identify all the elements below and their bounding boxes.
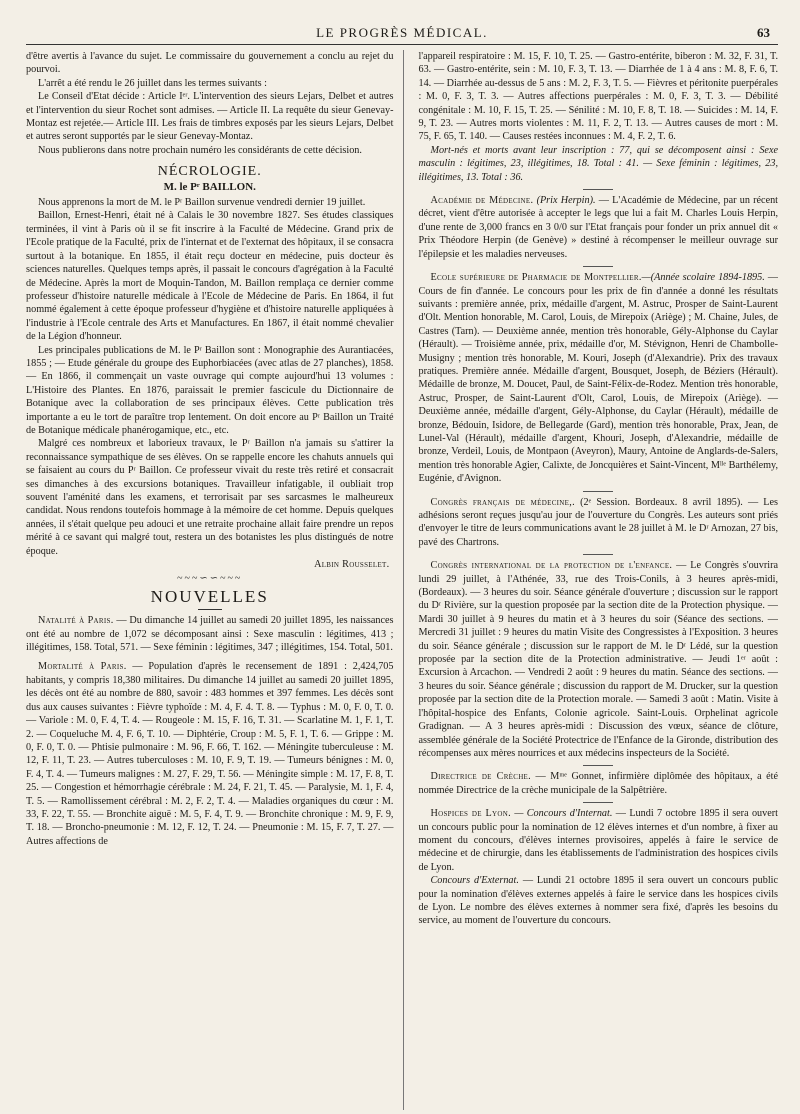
necrology-heading: NÉCROLOGIE.	[157, 164, 262, 180]
news-item-text: — L'Académie de Médecine, par un récent décret, vient d'être autorisée à accepter le legs que lui a fait M. Charles Louis Herpin, d'une rente de 3,000 francs en 3 0/0 sur l'Etat français pour fonder un prix annuel dit « Prix Théodore Herpin (de Genève) » destiné à récompenser le meilleur ouvrage sur l'épilepsie et les maladies nerveuses.	[418, 195, 778, 260]
news-item	[26, 614, 393, 654]
obituary-name: M. le Pʳ BAILLON.	[163, 180, 256, 193]
news-item-text: — Mᵐᵉ Gonnet, infirmière diplômée des hôpitaux, a été nommée Directrice de la crèche municipale de la Salpêtrière.	[418, 771, 778, 796]
intro-paragraph: Nous publierons dans notre prochain numéro les considérants de cette décision.	[38, 144, 362, 156]
news-item-text: — Lundi 21 octobre 1895 il sera ouvert un concours public pour la nomination d'élèves externes appelés à faire le service dans les hospices civils de Lyon. Le nombre des élèves externes à nommer sera fixé, d'après les besoins du service, au moment de l'ouverture du concours.	[418, 875, 778, 927]
news-item-text: — Lundi 7 octobre 1895 il sera ouvert un concours public pour la nomination de 12 élèves internes et d'un nombre, à fixer au moment du concours, d'élèves internes provisoires, appelés à faire le service de médecine et de chirurgie, dans les établissements de l'administration des hospices civils de Lyon.	[418, 808, 778, 873]
news-item	[418, 194, 778, 261]
news-item-title: Congrès international de la protection de l'enfance.	[430, 560, 673, 572]
news-item-subtitle: (Prix Herpin).	[536, 195, 596, 207]
left-column	[26, 50, 404, 1110]
ornamental-rule: ~~~∽∽~~~	[177, 573, 243, 585]
news-item	[26, 660, 393, 848]
obituary-signature: Albin Rousselet.	[314, 559, 390, 571]
text-columns	[26, 50, 778, 1110]
stillbirths-paragraph: Mort-nés et morts avant leur inscription : 77, qui se décomposent ainsi : Sexe masculin : légitimes, 23, illégitimes, 18. Total : 41. — Sexe féminin : légitimes, 23, illégitimes, 13. Total : 36.	[418, 144, 778, 183]
news-heading: NOUVELLES	[150, 586, 269, 606]
mortality-continuation: l'appareil respiratoire : M. 15, F. 10, T. 25. — Gastro-entérite, biberon : M. 32, F. 31, T. 63. — Gastro-entérite, sein : M. 10, F. 3, T. 13. — Diarrhée de 1 à 4 ans : M. 8, F. 6, T. 14. — Diarrhée au-dessus de 5 ans : M. 2, F. 3, T. 5. — Fièvres et péritonite puerpérales : M. 0, F. 3, T. 3. — Autres affections puerpérales : M. 0, F. 3, T. 3. — Débilité congénitale : M. 10, F. 15, T. 25. — Sénilité : M. 10, F. 8, T. 18. — Suicides : M. 14, F. 9, T. 23. — Autres morts violentes : M. 11, F. 2, T. 13. — Autres causes de mort : M. 75, F. 65, T. 140. — Causes restées inconnues : M. 4, F. 2, T. 6.	[418, 51, 778, 143]
news-item-text: — Du dimanche 14 juillet au samedi 20 juillet 1895, les naissances ont été au nombre de 1,072 se décomposant ainsi : Sexe masculin : légitimes, 413 ; illégitimes, 158. Total, 571. — Sexe féminin : légitimes, 347 ; illégitimes, 154. Total, 501.	[26, 615, 394, 654]
news-item-subtitle: Concours d'Externat.	[430, 875, 519, 887]
news-item-subtitle: —(Année scolaire 1894-1895.	[641, 272, 765, 284]
news-item-text: — Population d'après le recensement de 1891 : 2,424,705 habitants, y compris 18,380 militaires. Du dimanche 14 juillet au samedi 20 juillet 1895, les décès ont été au nombre de 880, savoir : 483 hommes et 397 femmes. Les décès sont dus aux causes suivantes : Fièvre typhoïde : M. 4, F. 4. T. 8. — Typhus : M. 0, F. 0, T. 0. — Variole : M. 0, F. 4, T. 4. — Rougeole : M. 15, F. 16, T. 31. — Scarlatine M. 1, F. 1, T. 2. — Coqueluche M. 4, F. 6, T. 10. — Diphtérie, Croup : M. 5, F. 1, T. 6. — Grippe : M. 0, F. 0, T. 0. — Phtisie pulmonaire : M. 96, F. 66, T. 162. — Méningite tuberculeuse : M. 12, F. 11, T. 23. — Autres tuberculoses : M. 10, F. 9, T. 19. — Tumeurs bénignes : M. 0, F. 4, T. 4. — Tumeurs malignes : M. 27, F. 29, T. 56. — Méningite simple : M. 17, F. 8, T. 25. — Congestion et hémorrhagie cérébrale : M. 24, F. 21, T. 45. — Paralysie, M. 1, F. 4, T. 5. — Ramollissement cérébral : M. 2, F. 2, T. 4. — Maladies organiques du cœur : M. 33, F. 22, T. 55. — Bronchite aiguë : M. 5, F. 4, T. 9. — Bronchite chronique : M. 9, F. 9, T. 18. — Broncho-pneumonie : M. 12, F. 12, T. 24. — Pneumonie : M. 15, F. 7, T. 27. — Autres affections de	[26, 661, 394, 847]
intro-paragraph: d'être avertis à l'avance du sujet. Le commissaire du gouvernement a conclu au rejet du pourvoi.	[26, 51, 394, 76]
right-column	[418, 50, 778, 1110]
news-item	[418, 496, 778, 550]
news-item-text: (2ᵉ Session. Bordeaux. 8 avril 1895). — Les adhésions seront reçues jusqu'au jour de l'ouverture du Congrès. Les auteurs sont priés d'envoyer le titre de leurs communications avant le 28 juillet à M. le Dʳ Arnozan, 27 bis, pavé des Chartrons.	[418, 496, 778, 548]
news-item	[418, 559, 778, 760]
news-item-title: Ecole supérieure de Pharmacie de Montpellier.	[430, 272, 642, 284]
news-item-title: Mortalité à Paris.	[38, 661, 127, 673]
news-item	[418, 770, 778, 797]
running-head	[26, 22, 778, 45]
obituary-paragraph: Malgré ces nombreux et laborieux travaux, le Pʳ Baillon n'a jamais su s'attirer la reconnaissance sympathique de ses élèves. On se rappelle encore les chahuts annuels qui se faisaient au cours du Pʳ Baillon. Ce professeur vivait du reste très retiré et consacrait ses dimanches à des excursions botaniques. Travailleur infatigable, il oubliait trop souvent l'aménité dans les examens, et terrorisait par ses sarcasmes le malheureux candidat. Nous rendons toutefois hommage à la mémoire de cet homme. Depuis quelques années, il s'était quelque peu adouci et une retraite prochaine allait faire prendre un repos mérité à ce savant qui malgré tout, restera un des botanistes les plus distingués de notre époque.	[26, 438, 394, 557]
intro-paragraph: L'arrêt a été rendu le 26 juillet dans les termes suivants :	[38, 77, 267, 89]
news-item	[418, 271, 778, 486]
separator	[583, 765, 613, 766]
news-item-title: Académie de Médecine.	[430, 195, 534, 207]
separator	[583, 554, 613, 555]
intro-paragraph: Le Conseil d'Etat décide : Article Iᵉʳ. L'intervention des sieurs Lejars, Delbet et autres et l'intervention du sieur Rochet sont admises. — Article II. La requête du sieur Genevay-Montaz est rejetée.— Article III. Les frais de timbres exposés par les sieurs Lejars, Delbet et autres seront supportés par le sieur Genevay-Montaz.	[26, 91, 394, 143]
obituary-paragraph: Baillon, Ernest-Henri, était né à Calais le 30 novembre 1827. Ses études classiques terminées, il vint à Paris où il se fit inscrire à la Faculté de Médecine. Grand prix de l'Ecole pratique de la Faculté, prix de l'internat et de l'externat des hôpitaux, il se consacra surtout à la botanique. En 1855, il était reçu docteur en médecine, puis docteur ès sciences naturelles. Quelques temps après, il passait le concours d'agrégation à la Faculté de Médecine. Après la mort de Moquin-Tandon, M. Baillon remplaça ce dernier comme professeur d'histoire naturelle médicale à l'Ecole de Médecine de Paris. En 1864, il fut nommé également à cette époque professeur d'hygiène et d'histoire naturelle appliquées à l'industrie à l'Ecole centrale des Arts et Manufactures. En 1867, il était nommé chevalier de la Légion d'honneur.	[26, 210, 394, 343]
news-item-title: Hospices de Lyon.	[430, 808, 511, 820]
separator	[583, 266, 613, 267]
separator	[583, 491, 613, 492]
news-item-title: Directrice de Crèche.	[430, 771, 531, 783]
news-item-subtitle: — Concours d'Internat.	[514, 808, 613, 820]
news-item-title: Natalité à Paris.	[38, 615, 114, 627]
obituary-paragraph: Nous apprenons la mort de M. le Pʳ Baillon survenue vendredi dernier 19 juillet.	[38, 197, 366, 209]
news-item-title: Congrès français de médecine,.	[430, 496, 575, 508]
obituary-paragraph: Les principales publications de M. le Pʳ Baillon sont : Monographie des Aurantiacées, 1855 ; — Etude générale du groupe des Euphorbiacées (avec atlas de 27 planches), 1858.— En 1866, il commençait un vaste ouvrage qui compte aujourd'hui 13 volumes : L'Histoire des Plantes. En 1876, paraissait le premier fascicule du Dictionnaire de Botanique avec la collaboration de ses principaux élèves. Cette publication très importante a eu le tort de paraître trop lentement. On doit encore au Pʳ Baillon un Traité de Botanique médicale phanérogamique, etc., etc.	[26, 344, 394, 436]
separator	[583, 189, 613, 190]
news-item	[418, 874, 778, 928]
page-number: 63	[757, 25, 770, 40]
news-item-text: — Le Congrès s'ouvrira lundi 29 juillet, à l'Athénée, 33, rue des Trois-Conils, à 3 heures après-midi, (Bordeaux). — 3 heures du soir. Séance générale d'ouverture ; discussion sur le rapport du Dʳ Rivière, sur la question proposée par la section dite de la Protection physique. — Mardi 30 juillet à 9 heures du matin et à 3 heures du soir (Séance des sections. — Mercredi 31 juillet : 9 heures du matin Visite des Congressistes à l'Exposition. 3 heures du soir. Séance générale ; discussion sur le rapport de M. le Dʳ Lédé, sur la question proposée par la section dite de la Protection administrative. — Jeudi 1ᵉʳ août : Excursion à Arcachon. — Vendredi 2 août : 9 heures du matin. Séance des sections. — 3 heures du soir. Séance générale ; discussion du rapport de M. Drucker, sur la question proposée par la section dite de la Protection morale. — Samedi 3 août : Matin. Visite à l'hôpital-hospice des Enfants, Colonie agricole. Saint-Louis. Orphelinat agricole Gradignan. — A 3 heures après-midi : Discussion des vœux, séance de clôture, assemblée générale de la Société Protectrice de l'Enfance de la Gironde, distribution des récompenses aux mères nourrices et aux médecins inspecteurs de la Société.	[418, 560, 778, 759]
separator	[583, 802, 613, 803]
news-item-text: — Cours de fin d'année. Le concours pour les prix de fin d'année a donné les résultats suivants : première année, prix, médaille d'argent, M. Astruc, Prosper de Saint-Laurent d'Olt. Mention honorable, M. Carol, Louis, de Mirepoix (Ariège) ; M. Chaine, Jules, de Castres (Tarn). — Deuxième année, mention très honorable, Gély-Alphonse du Caylar (Hérault). — Troisième année, prix, médaille d'or, M. Stévignon, Henri de Chambolle-Musigny ; mention très honorable, M. Kouri, Joseph (d'Alexandrie). Prix des travaux pratiques. Première année. Médaille d'argent, Bousquet, Joseph, de Béziers (Hérault). Médaille de bronze, M. Doucet, Paul, de Saint-Félix-de-Rodez. Mention très honorable, Astruc, Prosper, de Saint-Laurent d'Olt, Carol, Louis, de Mirepoix (Ariège). — Deuxième année, médaille d'argent, Gély-Alphonse, du Caylar (Hérault), médaille de bronze, Bédouin, Isidore, de Bellegarde (Gard), mention très honorable, Prax, Jean, de Lunel-Val (Hérault), médaille d'argent, Khouri, Joseph, d'Alexandrie, médaille de bronze, Verdeil, Louis, de Montpaon (Aveyron), Maury, Antoine de Anglards-de-Salers, mention très honorable Agier, Calixte, de Joncquières et Saint-Vincent, Mˡˡᵉ Barthélemy, Eugénie, d'Avignon.	[418, 272, 778, 485]
news-item	[418, 807, 778, 874]
short-rule	[198, 609, 222, 610]
journal-title: LE PROGRÈS MÉDICAL.	[316, 25, 488, 40]
